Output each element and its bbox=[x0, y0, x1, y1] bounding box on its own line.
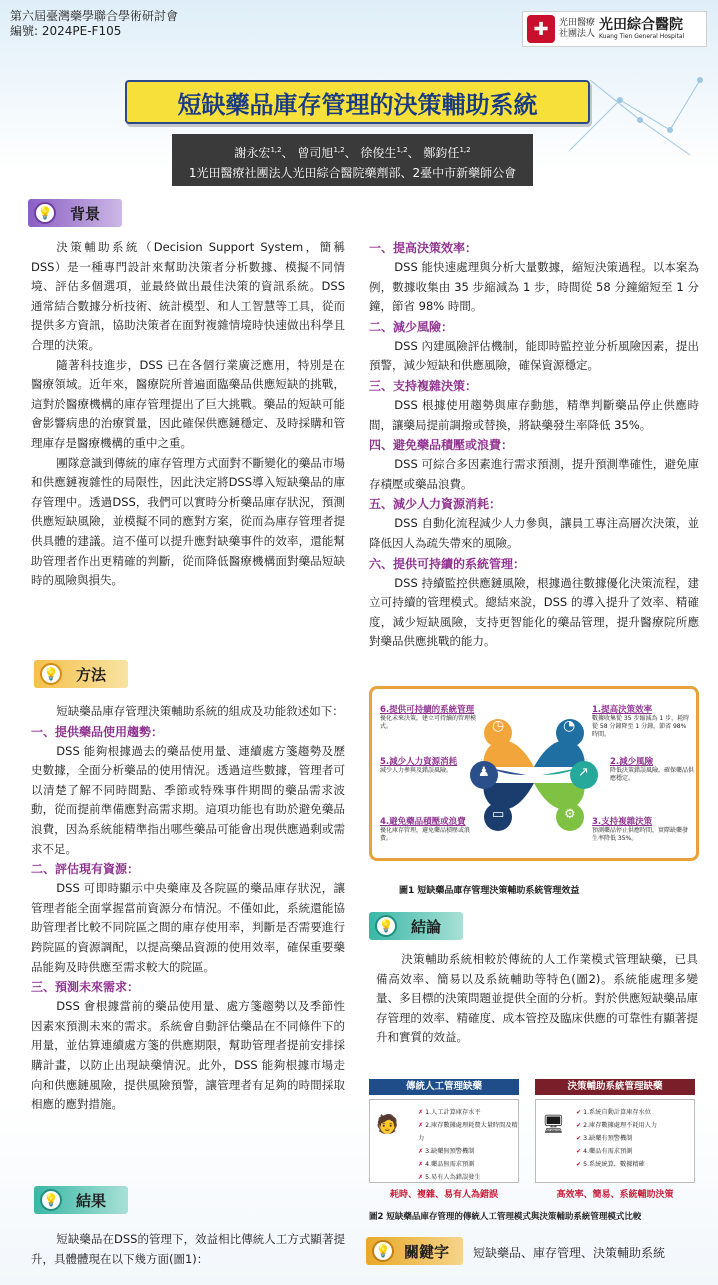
check-icon: ✔ bbox=[576, 1122, 584, 1129]
method-heading-3: 三、預測未來需求： bbox=[31, 980, 140, 995]
fig2-left-item-3-text: 3.缺藥無預警機制 bbox=[425, 1148, 475, 1155]
result-text-6: DSS 持續監控供應鏈風險，根據過往數據優化決策流程，建立可持續的管理模式。總結來說，DSS 的導入提升了效率、精確度，減少短缺風險，支持更智能化的藥品管理，提升醫療院所應對藥品供應挑戰的能力。 bbox=[369, 575, 699, 649]
fig2-right-item-2-text: 2.庫存數據處理不耗用人力 bbox=[583, 1122, 658, 1129]
section-method-label: 方法 bbox=[76, 665, 107, 684]
fig1-block-2 bbox=[610, 755, 694, 783]
fig2-left-item-5-text: 5.易有人為錯誤發生 bbox=[425, 1174, 481, 1181]
fig2-right-item-5 bbox=[576, 1158, 657, 1171]
conference-header bbox=[10, 9, 178, 39]
chart-icon: ↗ bbox=[578, 765, 589, 780]
background-text bbox=[31, 238, 345, 591]
fig2-right-item-2 bbox=[576, 1119, 657, 1132]
fig1-block-5 bbox=[380, 755, 480, 775]
poster-title: 短缺藥品庫存管理的決策輔助系統 bbox=[125, 80, 590, 124]
section-keywords-label: 關鍵字 bbox=[404, 1242, 450, 1261]
lightbulb-icon: 💡 bbox=[375, 915, 397, 937]
author-sup: 1,2 bbox=[333, 146, 345, 154]
author-names bbox=[172, 140, 533, 163]
fig1-block-1-desc: 數據收集從 35 步縮減為 1 步，耗時從 58 分鐘降至 1 分鐘，節省 98% 時間。 bbox=[592, 715, 690, 738]
fig2-left-list bbox=[418, 1106, 518, 1184]
section-keywords-header bbox=[366, 1237, 463, 1265]
result-heading-1: 一、提高決策效率： bbox=[369, 241, 478, 255]
laptop-icon: ▭ bbox=[492, 807, 505, 822]
fig1-block-4 bbox=[380, 815, 480, 843]
conclusion-para: 決策輔助系統相較於傳統的人工作業模式管理缺藥，已具備高效率、簡易以及系統輔助等特色(圖2)。系統能處理多變量、多目標的決策問題並提供全面的分析。對於供應短缺藥品庫存管理的效率、精確度、成本管控及臨床供應的可靠性有顯著提升和實質的效益。 bbox=[376, 952, 698, 1045]
fig2-left-item-3 bbox=[418, 1145, 518, 1158]
fig2-right-item-4-text: 4.藥品有需求預測 bbox=[583, 1148, 633, 1155]
authors-block bbox=[172, 134, 533, 186]
result-heading-2: 二、減少風險： bbox=[369, 319, 454, 334]
fig1-block-2-title: 2.減少風險 bbox=[610, 757, 654, 767]
fig2-right-item-1 bbox=[576, 1106, 657, 1119]
figure-1-caption: 圖1 短缺藥品庫存管理決策輔助系統管理效益 bbox=[399, 886, 580, 896]
check-icon: ✔ bbox=[576, 1148, 584, 1155]
fig2-right-box bbox=[535, 1099, 695, 1183]
conference-name: 第六屆臺灣藥學聯合學術研討會 bbox=[10, 9, 179, 23]
result-text-4: DSS 可綜合多因素進行需求預測，提升預測準確性，避免庫存積壓或藥品浪費。 bbox=[369, 457, 699, 491]
check-icon: ✔ bbox=[576, 1135, 584, 1142]
fig1-block-1-title: 1.提高決策效率 bbox=[592, 705, 653, 715]
fig2-right-item-3 bbox=[576, 1132, 657, 1145]
sep: 、 bbox=[281, 146, 294, 160]
fig2-left-footer: 耗時、複雜、易有人為錯誤 bbox=[389, 1190, 498, 1200]
method-text-2: DSS 可即時顯示中央藥庫及各院區的藥品庫存狀況，讓管理者能全面掌握當前資源分布情況。不僅如此，系統還能協助管理者比較不同院區之間的庫存使用率，判斷是否需要進行跨院區的資源調配，以提高藥品資源的使用效率，確保重要藥品能夠及時供應至需求較大的院區。 bbox=[31, 881, 345, 974]
result-heading-6: 六、提供可持續的系統管理： bbox=[369, 556, 526, 571]
method-text-3: DSS 會根據當前的藥品使用量、處方箋趨勢以及季節性因素來預測未來的需求。系統會自動評估藥品在不同條件下的用量，並估算連續處方箋的供應期限，幫助管理者提前安排採購計畫，以防止出現缺藥情況。此外，DSS 能夠根據市場走向和供應鏈風險，提供風險預警，讓管理者有足夠的時間採取相應的應對措施。 bbox=[31, 999, 345, 1112]
fig2-left-item-2 bbox=[418, 1119, 518, 1145]
method-heading-2: 二、評估現有資源： bbox=[31, 862, 140, 877]
cross-icon: ✗ bbox=[418, 1109, 426, 1116]
fig1-block-5-desc: 減少人力參與及錯誤風險。 bbox=[380, 767, 453, 774]
fig2-right-item-5-text: 5.系統統算，數據精確 bbox=[583, 1161, 645, 1168]
lightbulb-icon: 💡 bbox=[372, 1240, 394, 1262]
lightbulb-icon: 💡 bbox=[40, 1189, 62, 1211]
section-result-label: 結果 bbox=[76, 1191, 107, 1210]
result-heading-5: 五、減少人力資源消耗： bbox=[369, 497, 502, 512]
author-sup: 1,2 bbox=[270, 146, 282, 154]
conclusion-text bbox=[376, 950, 698, 1048]
background-para-3: 團隊意識到傳統的庫存管理方式面對不斷變化的藥品市場和供應鏈複雜性的局限性，因此決定將DSS導入短缺藥品的庫存管理中。透過DSS，我們可以實時分析藥品庫存狀況，預測供應短缺風險，並模擬不同的應對方案，從而為庫存管理者提供具體的建議。這不僅可以提升應對缺藥事件的效率，還能幫助管理者作出更精確的判斷，從而降低醫療機構面對藥品短缺時的風險與損失。 bbox=[31, 455, 345, 588]
result-text-3: DSS 根據使用趨勢與庫存動態，精準判斷藥品停止供應時間，讓藥局提前調撥或替換，將缺藥發生率降低 35%。 bbox=[369, 397, 699, 432]
method-text bbox=[31, 702, 345, 1115]
fig2-left-item-1 bbox=[418, 1106, 518, 1119]
fig1-block-4-title: 4.避免藥品積壓或浪費 bbox=[380, 817, 466, 827]
fig2-right-list bbox=[576, 1106, 657, 1171]
figure-2-caption: 圖2 短缺藥品庫存管理的傳統人工管理模式與決策輔助系統管理模式比較 bbox=[369, 1212, 642, 1222]
cross-icon: ✗ bbox=[418, 1122, 426, 1129]
author-sup: 1,2 bbox=[396, 146, 408, 154]
result-items bbox=[369, 238, 699, 652]
computer-icon: 🖥 bbox=[542, 1114, 565, 1135]
section-conclusion-header bbox=[369, 912, 463, 940]
figure-1 bbox=[369, 686, 699, 861]
method-heading-1: 一、提供藥品使用趨勢： bbox=[31, 724, 164, 739]
fig2-right-item-4 bbox=[576, 1145, 657, 1158]
background-para-2: 隨著科技進步，DSS 已在各個行業廣泛應用，特別是在醫療領域。近年來，醫療院所普遍面臨藥品供應短缺的挑戰，這對於醫療機構的庫存管理提出了巨大挑戰。藥品的短缺可能會影響病患的治療質量，因此確保供應鏈穩定、及時採購和管理庫存是醫療機構的重中之重。 bbox=[31, 357, 345, 450]
pie-chart-icon: ◔ bbox=[563, 718, 576, 734]
cross-icon: ✗ bbox=[418, 1161, 426, 1168]
affiliation: 1光田醫療社團法人光田綜合醫院藥劑部、2臺中市新藥師公會 bbox=[188, 166, 517, 180]
figure-2 bbox=[369, 1079, 699, 1205]
sep: 、 bbox=[407, 146, 420, 160]
fig2-left-item-4-text: 4.藥品無需求預測 bbox=[425, 1161, 475, 1168]
poster-code: 編號: 2024PE-F105 bbox=[10, 24, 122, 38]
result-heading-4: 四、避免藥品積壓或浪費： bbox=[369, 438, 514, 453]
logo-small1: 光田醫療 bbox=[559, 18, 596, 28]
hospital-cross-icon: ✚ bbox=[527, 15, 555, 43]
hospital-logo bbox=[522, 11, 707, 47]
fig1-block-5-title: 5.減少人力資源消耗 bbox=[380, 757, 458, 767]
section-background-header bbox=[28, 199, 122, 227]
fig2-right-item-1-text: 1.系統自動計算庫存水位 bbox=[583, 1109, 651, 1116]
fig1-block-2-desc: 降低決策錯誤風險，確保藥品供應穩定。 bbox=[610, 767, 695, 782]
lightbulb-icon: 💡 bbox=[34, 202, 56, 224]
fig2-left-item-4 bbox=[418, 1158, 518, 1171]
logo-en: Kuang Tien General Hospital bbox=[599, 33, 685, 40]
fig2-left-box bbox=[369, 1099, 519, 1183]
author-4: 鄭鈞任 bbox=[423, 146, 460, 160]
author-1: 謝永宏 bbox=[234, 146, 271, 160]
fig2-left-item-5 bbox=[418, 1171, 518, 1184]
logo-name: 光田綜合醫院 bbox=[599, 17, 684, 33]
fig1-block-3-desc: 預測藥品停止供應時間，實際缺藥發生率降低 35%。 bbox=[592, 827, 689, 842]
result-intro: 短缺藥品在DSS的管理下，效益相比傳統人工方式顯著提升，具體體現在以下幾方面(圖1)： bbox=[31, 1232, 345, 1266]
sep: 、 bbox=[344, 146, 357, 160]
section-conclusion-label: 結論 bbox=[411, 917, 442, 936]
author-3: 徐俊生 bbox=[360, 146, 397, 160]
fig1-block-1 bbox=[592, 703, 692, 739]
fig1-block-3 bbox=[592, 815, 692, 843]
background-para-1: 決策輔助系統（Decision Support System，簡稱DSS）是一種專門設計來幫助決策者分析數據、模擬不同情境、評估多個選項，並最終做出最佳決策的資訊系統。DSS 通常結合數據分析技術、統計模型、和人工智慧等工具，從而提供多方資訊，協助決策者在面對複雜情境時快速做出科學且合理的決策。 bbox=[31, 240, 345, 352]
method-text-1: DSS 能夠根據過去的藥品使用量、連續處方箋趨勢及歷史數據，全面分析藥品的使用情況。透過這些數據，管理者可以清楚了解不同時間點、季節或特殊事件期間的藥品需求波動，從而提前準備應對高需求期。這項功能也有助於避免藥品浪費，因為系統能精準指出哪些藥品可能會出現供應過剩或需求不足。 bbox=[31, 743, 345, 856]
result-intro-text bbox=[31, 1230, 345, 1269]
fig2-right-item-3-text: 3.缺藥有預警機制 bbox=[583, 1135, 633, 1142]
fig2-right-title: 決策輔助系統管理缺藥 bbox=[535, 1079, 695, 1095]
lightbulb-icon: 💡 bbox=[40, 663, 62, 685]
section-result-header bbox=[34, 1186, 128, 1214]
gears-icon: ⚙ bbox=[564, 807, 576, 822]
people-icon: ♟ bbox=[478, 765, 490, 780]
fig1-block-6 bbox=[380, 703, 480, 731]
fig1-block-4-desc: 優化庫存管理，避免藥品積壓或浪費。 bbox=[380, 827, 471, 842]
keywords-text: 短缺藥品、庫存管理、決策輔助系統 bbox=[473, 1246, 666, 1260]
author-2: 曾司旭 bbox=[297, 146, 334, 160]
cross-icon: ✗ bbox=[418, 1148, 426, 1155]
method-intro: 短缺藥品庫存管理決策輔助系統的組成及功能敘述如下： bbox=[56, 704, 344, 718]
fig2-right-footer: 高效率、簡易、系統輔助決策 bbox=[556, 1190, 674, 1200]
check-icon: ✔ bbox=[576, 1161, 584, 1168]
section-background-label: 背景 bbox=[70, 204, 101, 223]
clock-icon: ◷ bbox=[492, 718, 505, 734]
check-icon: ✔ bbox=[576, 1109, 584, 1116]
section-method-header bbox=[34, 660, 128, 688]
fig2-left-item-2-text: 2.庫存數據處理耗費大量時間及精力 bbox=[418, 1122, 518, 1142]
cross-icon: ✗ bbox=[418, 1174, 426, 1181]
result-text-2: DSS 內建風險評估機制，能即時監控並分析風險因素，提出預警，減少短缺和供應風險，確保資源穩定。 bbox=[369, 338, 699, 373]
author-sup: 1,2 bbox=[459, 146, 471, 154]
result-heading-3: 三、支持複雜決策： bbox=[369, 378, 478, 393]
result-text-5: DSS 自動化流程減少人力參與，讓員工專注高層次決策，並降低因人為疏失帶來的風險。 bbox=[369, 516, 699, 550]
fig2-left-title: 傳統人工管理缺藥 bbox=[369, 1079, 519, 1095]
result-text-1: DSS 能快速處理與分析大量數據，縮短決策過程。以本案為例，數據收集由 35 步縮減為 1 步，時間從 58 分鐘縮短至 1 分鐘，節省 98% 時間。 bbox=[369, 260, 699, 314]
fig1-block-6-title: 6.提供可持續的系統管理 bbox=[380, 705, 475, 715]
logo-small2: 社團法人 bbox=[559, 29, 596, 39]
fig2-left-item-1-text: 1.人工計算庫存水平 bbox=[425, 1109, 481, 1116]
fig1-block-6-desc: 優化未來決策，建立可持續的管理模式。 bbox=[380, 715, 477, 730]
person-icon: 🧑 bbox=[376, 1114, 399, 1135]
fig1-block-3-title: 3.支持複雜決策 bbox=[592, 817, 653, 827]
